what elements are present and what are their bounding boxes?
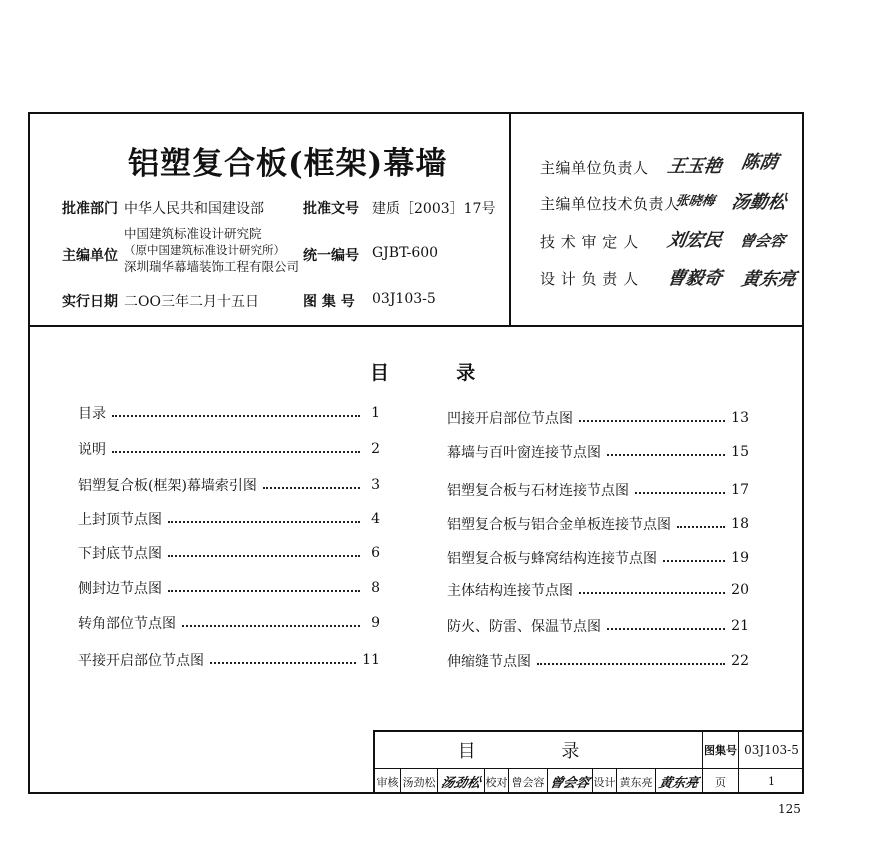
signature: 王玉艳	[665, 156, 724, 177]
tb-page-label: 页	[715, 775, 726, 789]
editor-unit-line3: 深圳瑞华幕墙装饰工程有限公司	[124, 259, 300, 274]
header-vertical-divider	[509, 112, 511, 326]
signature: 陈荫	[739, 152, 780, 173]
toc-item-label: 铝塑复合板与铝合金单板连接节点图	[447, 517, 671, 533]
responsible-label: 主编单位技术负责人	[540, 195, 680, 213]
toc-item[interactable]	[78, 543, 380, 563]
signature: 刘宏民	[665, 230, 724, 251]
leader-dots	[182, 625, 360, 627]
leader-dots	[537, 663, 725, 665]
toc-item-page: 15	[731, 444, 749, 460]
toc-item-page: 8	[371, 580, 380, 596]
toc-item-label: 铝塑复合板与石材连接节点图	[447, 483, 629, 499]
toc-title-char: 目	[370, 362, 390, 384]
tb-atlas-no-label: 图集号	[704, 744, 737, 757]
leader-dots	[168, 521, 360, 523]
toc-item[interactable]	[447, 480, 749, 500]
toc-item-page: 3	[371, 477, 380, 493]
tb-check-signature: 曾会容	[548, 776, 591, 791]
leader-dots	[607, 628, 725, 630]
leader-dots	[579, 420, 725, 422]
editor-unit-line2: （原中国建筑标准设计研究所）	[124, 243, 285, 257]
leader-dots	[663, 560, 725, 562]
toc-item-page: 17	[731, 482, 749, 498]
toc-item[interactable]	[78, 650, 380, 670]
toc-item[interactable]	[447, 580, 749, 600]
effective-date-label: 实行日期	[62, 294, 118, 310]
toc-item-page: 1	[371, 405, 380, 421]
toc-item[interactable]	[78, 439, 380, 459]
signature: 黄东亮	[739, 269, 798, 290]
toc-item-page: 6	[371, 545, 380, 561]
toc-item-label: 铝塑复合板(框架)幕墙索引图	[78, 478, 257, 494]
toc-item-label: 转角部位节点图	[78, 616, 176, 632]
leader-dots	[210, 662, 356, 664]
tb-check-name: 曾会容	[511, 775, 545, 789]
toc-item[interactable]	[78, 403, 380, 423]
leader-dots	[168, 590, 360, 592]
toc-item-page: 4	[371, 511, 380, 527]
responsible-row-4	[540, 268, 639, 289]
responsible-label: 技 术 审 定 人	[540, 233, 639, 251]
toc-item-label: 防火、防雷、保温节点图	[447, 619, 601, 635]
toc-item-label: 主体结构连接节点图	[447, 583, 573, 599]
tb-atlas-no-value: 03J103-5	[744, 743, 799, 757]
toc-item-page: 13	[731, 410, 749, 426]
editor-unit-label: 主编单位	[62, 248, 118, 264]
toc-item-label: 说明	[78, 442, 106, 458]
responsible-label: 设 计 负 责 人	[540, 270, 639, 288]
leader-dots	[168, 555, 360, 557]
toc-item-label: 凹接开启部位节点图	[447, 411, 573, 427]
leader-dots	[607, 454, 725, 456]
toc-item[interactable]	[447, 616, 749, 636]
document-title: 铝塑复合板(框架)幕墙	[128, 146, 448, 182]
toc-item[interactable]	[78, 613, 380, 633]
toc-item[interactable]	[447, 651, 749, 671]
toc-item[interactable]	[78, 475, 380, 495]
toc-item-page: 9	[371, 615, 380, 631]
signature: 汤勤松	[729, 192, 788, 213]
toc-item-label: 铝塑复合板与蜂窝结构连接节点图	[447, 551, 657, 567]
toc-item-label: 目录	[78, 406, 106, 422]
tb-page-value: 1	[768, 775, 775, 788]
approval-doc-label: 批准文号	[303, 201, 359, 217]
toc-item-label: 伸缩缝节点图	[447, 654, 531, 670]
toc-item-page: 20	[731, 582, 749, 598]
editor-unit-line1: 中国建筑标准设计研究院	[124, 226, 262, 241]
toc-item[interactable]	[78, 509, 380, 529]
toc-title	[370, 358, 475, 385]
page-number: 125	[778, 802, 801, 816]
tb-review-signature: 汤劲松	[439, 776, 482, 791]
approval-dept-label: 批准部门	[62, 201, 118, 217]
toc-item-page: 19	[731, 550, 749, 566]
toc-item[interactable]	[447, 442, 749, 462]
toc-item[interactable]	[447, 408, 749, 428]
toc-item-page: 18	[731, 516, 749, 532]
unified-no-value: GJBT-600	[372, 245, 439, 261]
responsible-row-1	[540, 157, 649, 178]
approval-dept-value: 中华人民共和国建设部	[124, 201, 264, 217]
leader-dots	[635, 492, 725, 494]
responsible-row-2	[540, 193, 680, 214]
leader-dots	[677, 526, 725, 528]
tb-check-label: 校对	[485, 775, 508, 789]
atlas-no-label: 图 集 号	[303, 294, 355, 310]
unified-no-label: 统一编号	[303, 248, 359, 264]
leader-dots	[579, 592, 725, 594]
toc-item-label: 幕墙与百叶窗连接节点图	[447, 445, 601, 461]
toc-item[interactable]	[78, 578, 380, 598]
header-divider	[28, 325, 804, 327]
atlas-no-value: 03J103-5	[372, 291, 436, 307]
tb-design-label: 设计	[593, 775, 616, 789]
toc-item-page: 11	[362, 652, 380, 668]
signature: 曹毅奇	[665, 268, 724, 289]
signature: 曾会容	[738, 232, 787, 250]
toc-item-page: 2	[371, 441, 380, 457]
leader-dots	[112, 415, 360, 417]
approval-doc-value: 建质［2003］17号	[372, 201, 496, 217]
tb-design-signature: 黄东亮	[657, 776, 700, 791]
signature: 张晓梅	[674, 194, 716, 209]
sheet-title: 目 录	[457, 741, 620, 762]
tb-design-name: 黄东亮	[619, 775, 653, 789]
responsible-row-3	[540, 231, 639, 252]
effective-date-value: 二OO三年二月十五日	[124, 294, 259, 310]
toc-item-label: 侧封边节点图	[78, 581, 162, 597]
tb-review-label: 审核	[376, 775, 399, 789]
toc-item-label: 上封顶节点图	[78, 512, 162, 528]
toc-item[interactable]	[447, 548, 749, 568]
toc-item-page: 22	[731, 653, 749, 669]
tb-review-name: 汤劲松	[402, 775, 436, 789]
toc-item-label: 平接开启部位节点图	[78, 653, 204, 669]
responsible-label: 主编单位负责人	[540, 159, 649, 177]
toc-item-page: 21	[731, 618, 749, 634]
toc-item[interactable]	[447, 514, 749, 534]
leader-dots	[263, 487, 360, 489]
toc-title-char: 录	[456, 362, 476, 384]
leader-dots	[112, 451, 360, 453]
toc-item-label: 下封底节点图	[78, 546, 162, 562]
